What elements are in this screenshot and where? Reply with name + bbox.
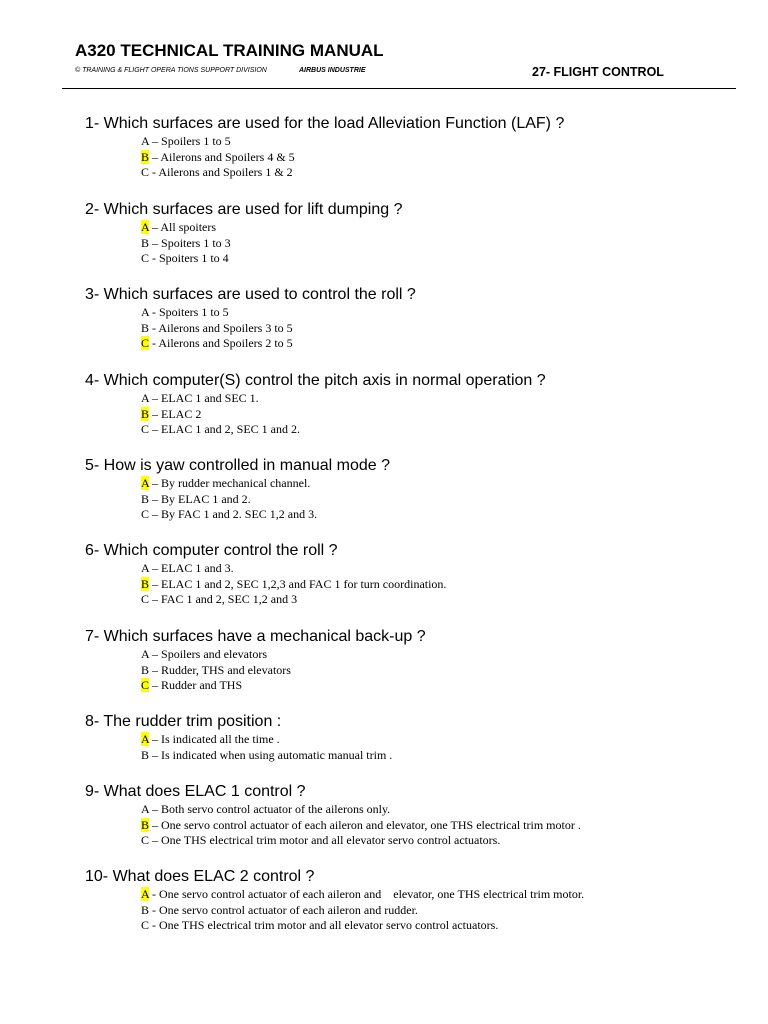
answer-letter: C (141, 422, 150, 436)
answer-text: – ELAC 1 and 2, SEC 1 and 2. (149, 422, 301, 436)
answer-text: – Ailerons and Spoilers 4 & 5 (149, 149, 295, 164)
answer-option (141, 748, 735, 764)
answer-letter: A (141, 305, 150, 319)
answer-option (141, 507, 735, 523)
question-text: 8- The rudder trim position : (85, 713, 282, 730)
answer-letter: B (141, 902, 150, 917)
answer-option (141, 887, 735, 903)
answer-letter: C (141, 251, 150, 265)
answer-text: - Spoiters 1 to 4 (149, 251, 229, 265)
answer-option (141, 903, 735, 919)
answer-letter-highlighted: A (141, 476, 150, 490)
answer-list (141, 476, 735, 523)
answer-text: – By rudder mechanical channel. (149, 476, 311, 490)
question-block (85, 456, 735, 523)
answer-option (141, 647, 735, 663)
question-text: 2- Which surfaces are used for lift dumping ? (85, 201, 403, 218)
answer-letter: B (141, 747, 150, 762)
answer-option (141, 305, 735, 321)
question-text: 4- Which computer(S) control the pitch axis in normal operation ? (85, 372, 546, 389)
answer-text: - One servo control actuator of each aileron and rudder. (149, 902, 418, 917)
answer-option (141, 391, 735, 407)
answer-letter-highlighted: B (141, 406, 150, 421)
question-block (85, 200, 735, 267)
answer-list (141, 220, 735, 267)
answer-letter: A (141, 391, 150, 405)
answer-text: – Spoiters 1 to 3 (149, 235, 231, 250)
answer-letter-highlighted: A (141, 887, 150, 901)
answer-option (141, 732, 735, 748)
answer-list (141, 305, 735, 352)
answer-letter: A (141, 561, 150, 575)
answer-letter: C (141, 165, 150, 179)
answer-option (141, 492, 735, 508)
question-block (85, 285, 735, 352)
question-text: 10- What does ELAC 2 control ? (85, 868, 315, 885)
manual-title: A320 TECHNICAL TRAINING MANUAL (75, 41, 384, 60)
answer-text: – Spoilers 1 to 5 (149, 134, 231, 148)
answer-letter: B (141, 235, 150, 250)
brand-name: AIRBUS INDUSTRIE (299, 67, 366, 74)
answer-text: – ELAC 1 and SEC 1. (149, 391, 259, 405)
answer-letter: A (141, 647, 150, 661)
answer-text: - Ailerons and Spoilers 3 to 5 (149, 320, 293, 335)
answer-list (141, 561, 735, 608)
answer-letter-highlighted: A (141, 732, 150, 746)
answer-text: - One THS electrical trim motor and all elevator servo control actuators. (149, 918, 499, 932)
question-block (85, 371, 735, 438)
answer-letter: C (141, 833, 150, 847)
question-block (85, 712, 735, 763)
question-block (85, 782, 735, 849)
answer-letter-highlighted: B (141, 149, 150, 164)
answer-text: – By ELAC 1 and 2. (149, 491, 251, 506)
answer-letter: C (141, 592, 150, 606)
answer-letter: C (141, 507, 150, 521)
answer-text: – Rudder and THS (149, 678, 243, 692)
answer-option (141, 577, 735, 593)
answer-text: – FAC 1 and 2, SEC 1,2 and 3 (149, 592, 298, 606)
answer-text: – Rudder, THS and elevators (149, 662, 291, 677)
answer-list (141, 887, 735, 934)
answer-option (141, 220, 735, 236)
answer-text: – By FAC 1 and 2. SEC 1,2 and 3. (149, 507, 318, 521)
answer-list (141, 391, 735, 438)
answer-letter: B (141, 320, 150, 335)
answer-letter-highlighted: C (141, 336, 150, 350)
answer-option (141, 802, 735, 818)
header-divider (62, 88, 736, 89)
answer-letter-highlighted: A (141, 220, 150, 234)
answer-list (141, 732, 735, 763)
answer-text: - Spoiters 1 to 5 (149, 305, 229, 319)
answer-option (141, 321, 735, 337)
answer-letter: B (141, 662, 150, 677)
answer-letter-highlighted: B (141, 576, 150, 591)
answer-text: – Both servo control actuator of the ailerons only. (149, 802, 391, 816)
answer-text: – All spoiters (149, 220, 217, 234)
answer-text: – Is indicated all the time . (149, 732, 280, 746)
answer-option (141, 818, 735, 834)
answer-letter: A (141, 134, 150, 148)
answer-letter: B (141, 491, 150, 506)
answer-option (141, 833, 735, 849)
answer-text: – Is indicated when using automatic manual trim . (149, 747, 393, 762)
question-text: 6- Which computer control the roll ? (85, 542, 338, 559)
answer-option (141, 561, 735, 577)
answer-text: – ELAC 1 and 2, SEC 1,2,3 and FAC 1 for turn coordination. (149, 576, 447, 591)
answer-text: – ELAC 2 (149, 406, 202, 421)
question-text: 1- Which surfaces are used for the load Alleviation Function (LAF) ? (85, 115, 565, 132)
question-block (85, 867, 735, 934)
division-subtitle: © TRAINING & FLIGHT OPERA TIONS SUPPORT DIVISION (75, 67, 267, 74)
answer-option (141, 407, 735, 423)
answer-option (141, 165, 735, 181)
question-text: 5- How is yaw controlled in manual mode ? (85, 457, 391, 474)
question-block (85, 114, 735, 181)
question-block (85, 541, 735, 608)
answer-letter-highlighted: B (141, 817, 150, 832)
answer-text: – One servo control actuator of each aileron and elevator, one THS electrical trim motor . (149, 817, 581, 832)
answer-letter-highlighted: C (141, 678, 150, 692)
answer-option (141, 422, 735, 438)
answer-list (141, 647, 735, 694)
answer-text: - Ailerons and Spoilers 1 & 2 (149, 165, 293, 179)
answer-option (141, 663, 735, 679)
answer-option (141, 150, 735, 166)
answer-option (141, 678, 735, 694)
question-block (85, 627, 735, 694)
answer-text: – Spoilers and elevators (149, 647, 267, 661)
answer-text: – One THS electrical trim motor and all elevator servo control actuators. (149, 833, 501, 847)
answer-option (141, 476, 735, 492)
answer-option (141, 592, 735, 608)
answer-option (141, 918, 735, 934)
answer-letter: C (141, 918, 150, 932)
answer-text: – ELAC 1 and 3. (149, 561, 234, 575)
answer-option (141, 251, 735, 267)
answer-option (141, 236, 735, 252)
answer-letter: A (141, 802, 150, 816)
answer-option (141, 336, 735, 352)
question-text: 3- Which surfaces are used to control the roll ? (85, 286, 416, 303)
question-text: 9- What does ELAC 1 control ? (85, 783, 306, 800)
chapter-title: 27- FLIGHT CONTROL (532, 65, 664, 79)
answer-list (141, 802, 735, 849)
answer-option (141, 134, 735, 150)
answer-list (141, 134, 735, 181)
answer-text: - One servo control actuator of each aileron and elevator, one THS electrical trim motor. (149, 887, 585, 901)
answer-text: - Ailerons and Spoilers 2 to 5 (149, 336, 293, 350)
question-text: 7- Which surfaces have a mechanical back-up ? (85, 628, 426, 645)
